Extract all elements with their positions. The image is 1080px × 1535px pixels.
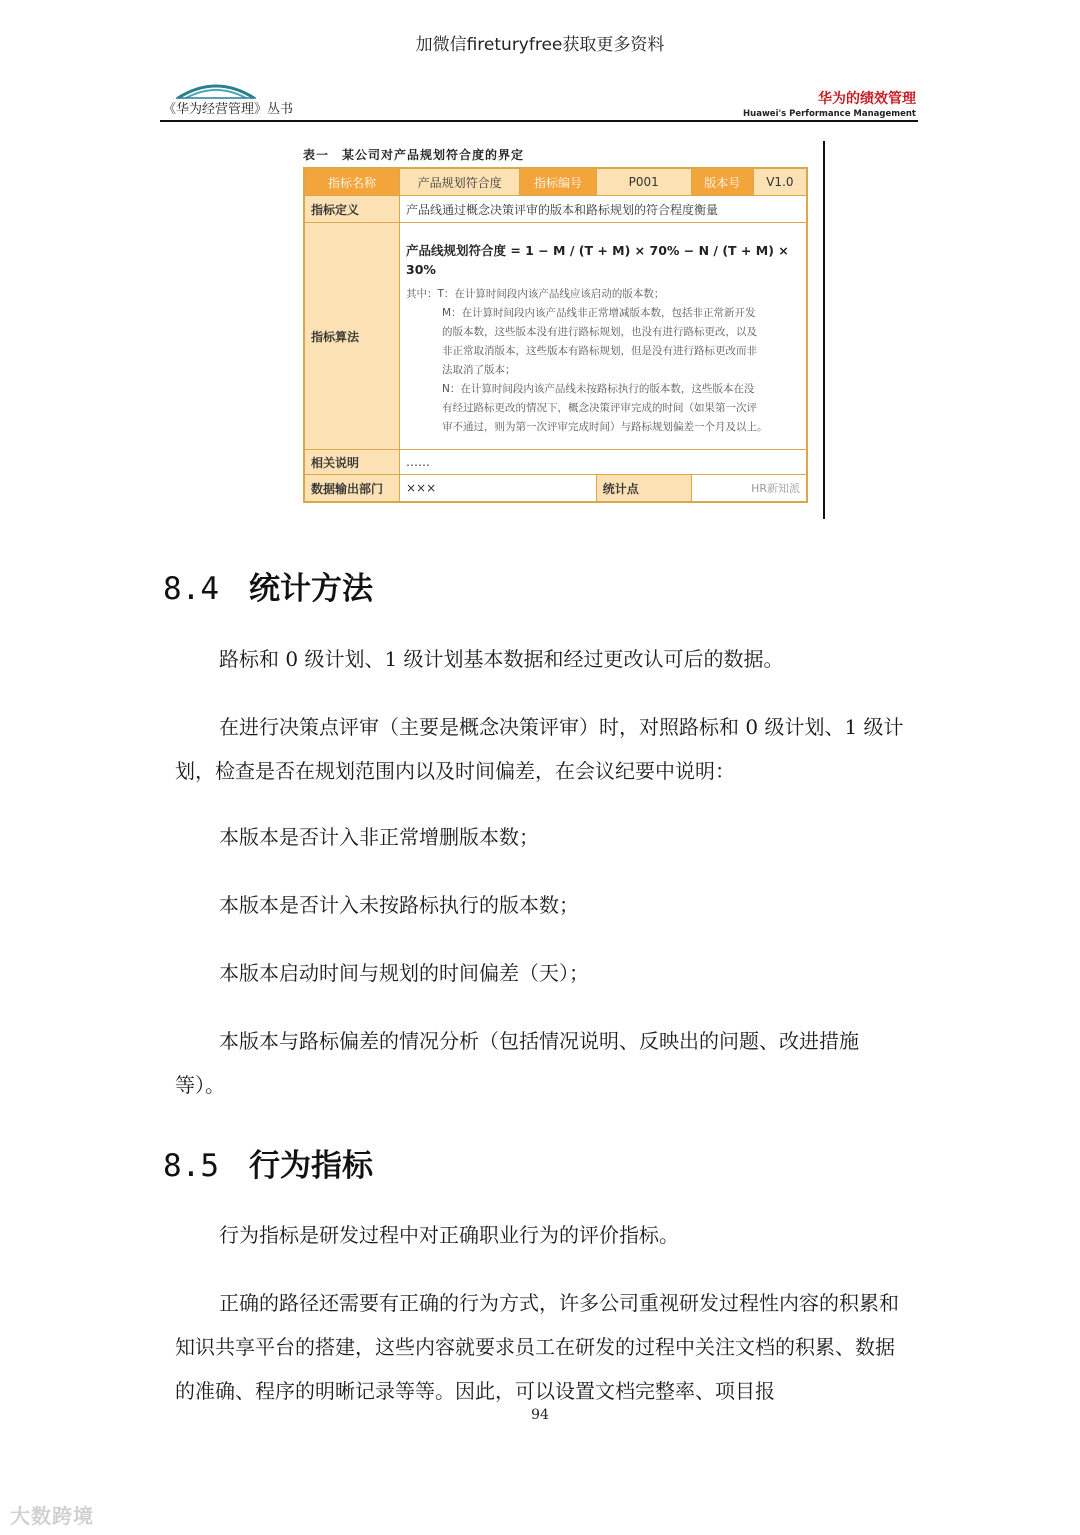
table-row: [304, 168, 807, 196]
algorithm-formula: 产品线规划符合度 = 1 − M / (T + M) × 70% − N / (T + M) × 30%: [406, 243, 789, 277]
section-number: 8.4: [163, 571, 219, 607]
paragraph: 正确的路径还需要有正确的行为方式，许多公司重视研发过程性内容的积累和知识共享平台的搭建，这些内容就要求员工在研发的过程中关注文档的积累、数据的准确、程序的明晰记录等等。因此，可以设置文档完整率、项目报: [175, 1291, 899, 1403]
paragraph: 本版本是否计入未按路标执行的版本数；: [219, 893, 579, 917]
spec-table: [303, 167, 808, 503]
paragraph: 在进行决策点评审（主要是概念决策评审）时，对照路标和 0 级计划、1 级计划，检查是否在规划范围内以及时间偏差，在会议纪要中说明：: [175, 715, 904, 783]
table-figure: [303, 146, 811, 503]
section-title: 行为指标: [249, 1148, 373, 1184]
section-heading-8-5: [163, 1140, 373, 1185]
cell-indicator-name-value: 产品规划符合度: [400, 168, 520, 196]
top-banner: 加微信fireturyfree获取更多资料: [415, 35, 665, 55]
cell-indicator-name-label: 指标名称: [304, 168, 400, 196]
table-row: [304, 196, 807, 223]
algorithm-line: 其中：T：在计算时间段内该产品线应该启动的版本数；: [406, 288, 665, 300]
algorithm-line: 有经过路标更改的情况下，概念决策评审完成的时间（如果第一次评: [442, 402, 757, 414]
cell-version-value: V1.0: [753, 168, 807, 196]
cell-algorithm-label: 指标算法: [304, 223, 400, 450]
table-row: [304, 223, 807, 450]
table-row: [304, 475, 807, 503]
algorithm-line: M：在计算时间段内该产品线非正常增减版本数，包括非正常新开发: [442, 307, 756, 319]
cell-version-label: 版本号: [691, 168, 753, 196]
figure-border: [823, 141, 825, 519]
cell-notes-label: 相关说明: [304, 450, 400, 475]
algorithm-line: 法取消了版本；: [442, 364, 516, 376]
paragraph: 本版本是否计入非正常增删版本数；: [219, 825, 539, 849]
cell-output-dept-value: ×××: [400, 475, 597, 503]
section-title: 统计方法: [249, 571, 373, 607]
paragraph: 本版本启动时间与规划的时间偏差（天）；: [219, 961, 589, 985]
cell-notes-value: ……: [400, 450, 808, 475]
algorithm-line: 的版本数，这些版本没有进行路标规划，也没有进行路标更改，以及: [442, 326, 757, 338]
algorithm-line: N：在计算时间段内该产品线未按路标执行的版本数，这些版本在没: [442, 383, 755, 395]
paragraph: 行为指标是研发过程中对正确职业行为的评价指标。: [219, 1223, 679, 1247]
section-heading-8-4: [163, 563, 373, 608]
corner-watermark: 大数跨境: [10, 1504, 94, 1528]
paragraph: 路标和 0 级计划、1 级计划基本数据和经过更改认可后的数据。: [219, 647, 784, 671]
section-number: 8.5: [163, 1148, 219, 1184]
book-title-cn: 华为的绩效管理: [818, 91, 916, 107]
book-title-en: Huawei's Performance Management: [743, 109, 916, 119]
algorithm-line: 审不通过，则为第一次评审完成时间）与路标规划偏差一个月及以上。: [442, 421, 768, 433]
table-caption: 表一 某公司对产品规划符合度的界定: [303, 148, 525, 162]
page-number: 94: [531, 1407, 549, 1423]
cell-definition-value: 产品线通过概念决策评审的版本和路标规划的符合程度衡量: [400, 196, 808, 223]
cell-indicator-id-value: P001: [596, 168, 691, 196]
cell-stat-point-value: HR新知派: [691, 475, 807, 503]
cell-output-dept-label: 数据输出部门: [304, 475, 400, 503]
cell-algorithm-value: [400, 223, 808, 450]
book-title: [743, 88, 916, 119]
cell-definition-label: 指标定义: [304, 196, 400, 223]
header-rule: [160, 120, 918, 122]
table-row: [304, 450, 807, 475]
cell-stat-point-label: 统计点: [596, 475, 691, 503]
series-title: 《华为经营管理》丛书: [163, 102, 294, 117]
cell-indicator-id-label: 指标编号: [520, 168, 597, 196]
paragraph: 本版本与路标偏差的情况分析（包括情况说明、反映出的问题、改进措施等）。: [175, 1029, 859, 1097]
book-series-logo-icon: [176, 78, 256, 100]
algorithm-line: 非正常取消版本，这些版本有路标规划，但是没有进行路标更改而非: [442, 345, 757, 357]
